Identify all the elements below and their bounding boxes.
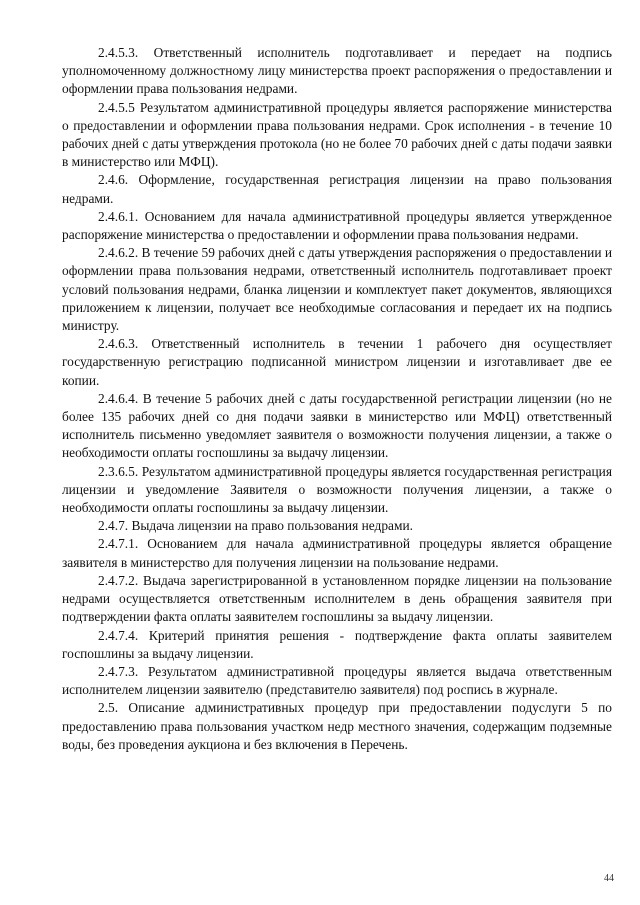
paragraph-2-3-6-5: 2.3.6.5. Результатом административной процедуры является государственная регистрация лицензии и уведомление Заявителя о возможности получения лицензии, а также о необходимости оплаты госпошлины за выдачу лицензии. [62,463,612,516]
paragraph-2-4-7-3: 2.4.7.3. Результатом административной процедуры является выдача ответственным исполнителем лицензии заявителю (представителю заявителя) под роспись в журнале. [62,663,612,698]
paragraph-2-4-7: 2.4.7. Выдача лицензии на право пользования недрами. [98,518,413,534]
paragraph-2-4-7-4: 2.4.7.4. Критерий принятия решения - подтверждение факта оплаты заявителем госпошлины за выдачу лицензии. [62,627,612,661]
paragraph-2-5: 2.5. Описание административных процедур при предоставлении подуслуги 5 по предоставлению права пользования участком недр местного значения, содержащим подземные воды, без проведения аукциона и без включения в Перечень. [62,700,612,752]
document-page [62,44,612,754]
paragraph-2-4-6-2: 2.4.6.2. В течение 59 рабочих дней с даты утверждения распоряжения о предоставлении и оформлении права пользования недрами, ответственный исполнитель подготавливает проект условий пользования недрами, бланка лицензии и комплектует пакет документов, являющихся приложением к лицензии, получает все необходимые согласования и передает их на подпись министру. [62,245,613,334]
page-number: 44 [604,873,614,884]
paragraph-2-4-7-2: 2.4.7.2. Выдача зарегистрированной в установленном порядке лицензии на пользование недрами осуществляется ответственным исполнителем в день обращения заявителя при подтверждении факта оплаты заявителем госпошлины за выдачу лицензии. [62,572,612,625]
paragraph-2-4-6: 2.4.6. Оформление, государственная регистрация лицензии на право пользования недрами. [62,172,612,206]
paragraph-2-4-6-3: 2.4.6.3. Ответственный исполнитель в течении 1 рабочего дня осуществляет государственную регистрацию подписанной министром лицензии и изготавливает две ее копии. [62,336,612,388]
paragraph-2-4-5-5: 2.4.5.5 Результатом административной процедуры является распоряжение министерства о предоставлении и оформлении права пользования недрами. Срок исполнения - в течение 10 рабочих дней с даты утверждения протокола (но не более 70 рабочих дней с даты подачи заявки в министерство или МФЦ). [62,99,612,170]
paragraph-2-4-6-4: 2.4.6.4. В течение 5 рабочих дней с даты государственной регистрации лицензии (но не более 135 рабочих дней со дня подачи заявки в министерство или МФЦ) ответственный исполнитель письменно уведомляет заявителя о возможности получения лицензии, а также о необходимости оплаты госпошлины за выдачу лицензии. [62,390,612,461]
paragraph-2-4-7-1: 2.4.7.1. Основанием для начала административной процедуры является обращение заявителя в министерство для получения лицензии на пользование недрами. [62,536,612,570]
paragraph-2-4-5-3: 2.4.5.3. Ответственный исполнитель подготавливает и передает на подпись уполномоченному должностному лицу министерства проект распоряжения о предоставлении и оформлении права пользования недрами. [62,45,612,97]
paragraph-2-4-6-1: 2.4.6.1. Основанием для начала административной процедуры является утвержденное распоряжение министерства о предоставлении и оформлении права пользования недрами. [62,208,612,243]
